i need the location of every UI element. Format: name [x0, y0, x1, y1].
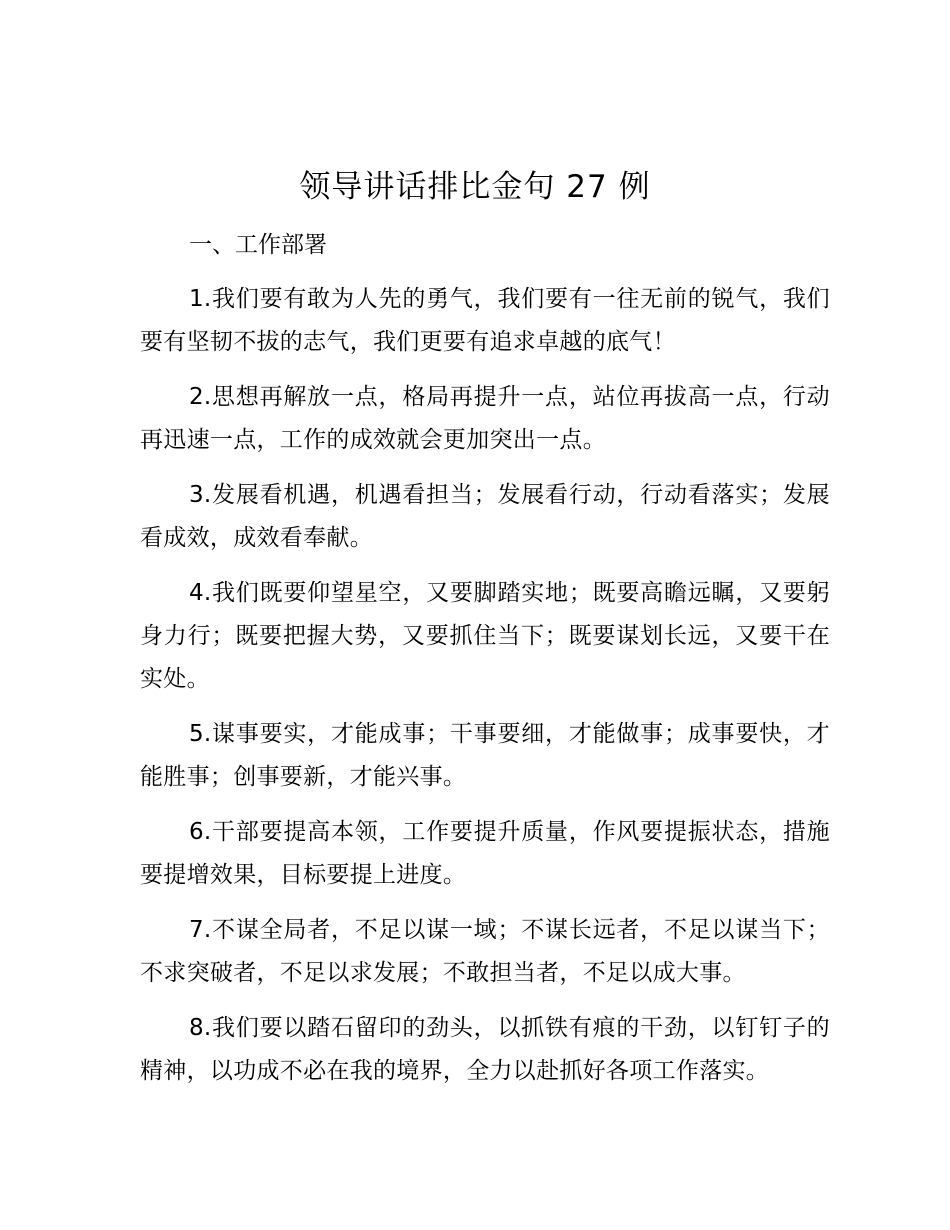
paragraph-4: 4.我们既要仰望星空，又要脚踏实地；既要高瞻远瞩，又要躬身力行；既要把握大势，又要抓住当下；既要谋划长远，又要干在实处。: [140, 580, 830, 692]
paragraph-8: 8.我们要以踏石留印的劲头，以抓铁有痕的干劲，以钉钉子的精神，以功成不必在我的境界，全力以赴抓好各项工作落实。: [140, 1015, 830, 1084]
document-body: [140, 225, 830, 1093]
paragraph-2: 2.思想再解放一点，格局再提升一点，站位再拔高一点，行动再迅速一点，工作的成效就会更加突出一点。: [140, 384, 830, 453]
paragraph-5: 5.谋事要实，才能成事；干事要细，才能做事；成事要快，才能胜事；创事要新，才能兴事。: [140, 721, 830, 790]
paragraph-1: 1.我们要有敢为人先的勇气，我们要有一往无前的锐气，我们要有坚韧不拔的志气，我们更要有追求卓越的底气！: [140, 286, 830, 355]
paragraph-6: 6.干部要提高本领，工作要提升质量，作风要提振状态，措施要提增效果，目标要提上进度。: [140, 819, 830, 888]
section-heading: 一、工作部署: [189, 232, 327, 258]
paragraph-7: 7.不谋全局者，不足以谋一域；不谋长远者，不足以谋当下；不求突破者，不足以求发展；不敢担当者，不足以成大事。: [140, 917, 830, 986]
paragraph-3: 3.发展看机遇，机遇看担当；发展看行动，行动看落实；发展看成效，成效看奉献。: [140, 482, 830, 551]
page-title: 领导讲话排比金句 27 例: [299, 169, 651, 205]
